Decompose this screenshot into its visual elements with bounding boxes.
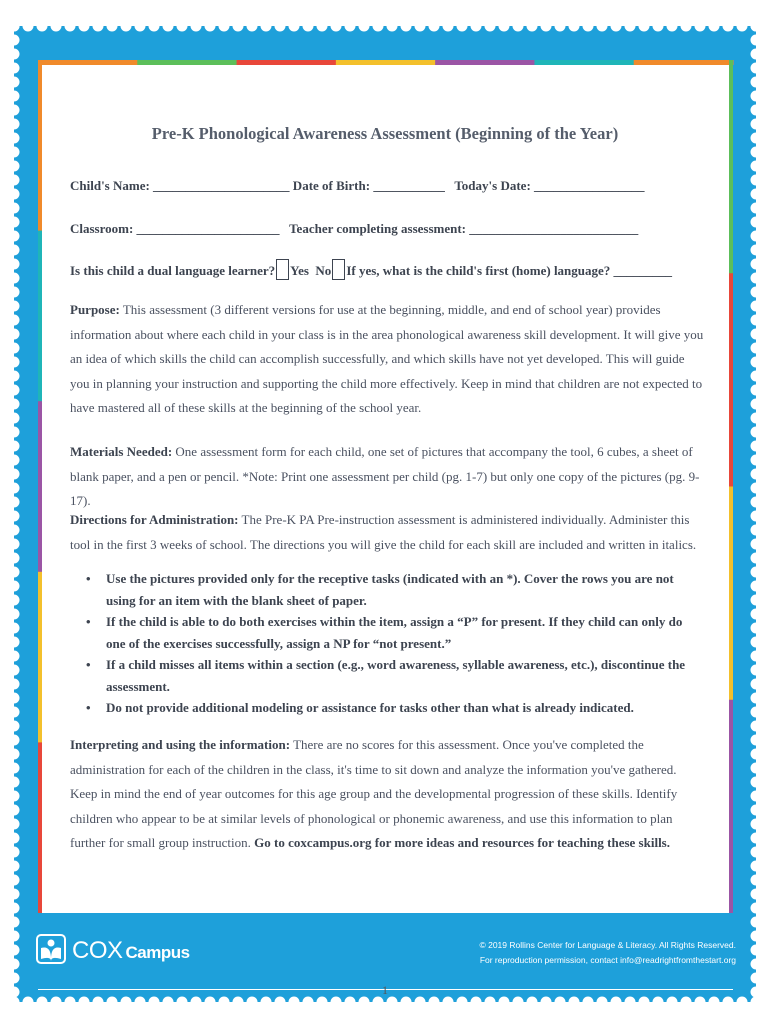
materials-label: Materials Needed: — [70, 444, 173, 459]
materials-paragraph — [70, 440, 706, 514]
copyright-text — [440, 938, 736, 968]
logo-cox: COX — [72, 937, 123, 964]
list-item: • If a child misses all items within a section (e.g., word awareness, syllable awareness, etc.), discontinue the assessment. — [84, 654, 704, 697]
directions-list — [84, 568, 704, 719]
purpose-text: This assessment (3 different versions for use at the beginning, middle, and end of school year) provides information about where each child in your class is in the area phonological awareness skill development. It will give you an idea of which skills the child can accomplish successfully, and which skills have not yet developed. This will guide you in planning your instruction and supporting the child more effectively. Keep in mind that children are not expected to have mastered all of these skills at the beginning of the school year. — [70, 302, 704, 415]
no-checkbox[interactable] — [332, 259, 345, 280]
first-language-question: If yes, what is the child's first (home) language? _________ — [346, 263, 673, 278]
directions-paragraph — [70, 508, 706, 557]
interpreting-paragraph — [70, 733, 706, 856]
directions-label: Directions for Administration: — [70, 512, 239, 527]
materials-text: One assessment form for each child, one set of pictures that accompany the tool, 6 cubes, a sheet of blank paper, and a pen or pencil. *Note: Print one assessment per child (pg. 1-7) but only one copy of the pictures (pg. 9-17). — [70, 444, 700, 508]
dual-language-question: Is this child a dual language learner? — [70, 263, 276, 278]
yes-label: Yes — [290, 263, 309, 278]
child-info-line: Child's Name: _____________________ Date of Birth: ___________ Today's Date: _________________ — [70, 178, 645, 193]
cox-campus-logo[interactable] — [36, 934, 190, 968]
book-reader-icon — [36, 934, 66, 964]
yes-checkbox[interactable] — [276, 259, 289, 280]
purpose-paragraph — [70, 298, 706, 421]
list-item: • Do not provide additional modeling or assistance for tasks other than what is already indicated. — [84, 697, 704, 719]
reproduction-line: For reproduction permission, contact info@readrightfromthestart.org — [479, 955, 736, 965]
copyright-line: © 2019 Rollins Center for Language & Literacy. All Rights Reserved. — [479, 940, 736, 950]
logo-text — [72, 937, 190, 965]
interpreting-text: There are no scores for this assessment. Once you've completed the administration for each of the children in the class, it's time to sit down and analyze the information you've gathered. Keep in mind the end of year outcomes for this age group and the developmental progression of these skills. Identify children who appear to be at similar levels of phonological or phonemic awareness, and use this information to plan further for small group instruction. — [70, 737, 678, 850]
logo-campus: Campus — [125, 943, 190, 962]
dual-language-line — [70, 259, 672, 280]
page-number: 1 — [382, 983, 388, 997]
list-item: • If the child is able to do both exercises within the item, assign a “P” for present. If they child can only do one of the exercises successfully, assign a NP for “not present.” — [84, 611, 704, 654]
interpreting-label: Interpreting and using the information: — [70, 737, 291, 752]
purpose-label: Purpose: — [70, 302, 120, 317]
directions-text: The Pre-K PA Pre-instruction assessment is administered individually. Administer this tool in the first 3 weeks of school. The directions you will give the child for each skill are included and written in italics. — [70, 512, 697, 552]
page-title: Pre-K Phonological Awareness Assessment (Beginning of the Year) — [151, 124, 619, 143]
list-item: • Use the pictures provided only for the receptive tasks (indicated with an *). Cover the rows you are not using for an item with the blank sheet of paper. — [84, 568, 704, 611]
no-label: No — [315, 263, 332, 278]
coxcampus-link[interactable]: Go to coxcampus.org for more ideas and resources for teaching these skills. — [254, 835, 670, 850]
classroom-teacher-line: Classroom: ______________________ Teacher completing assessment: __________________________ — [70, 221, 639, 236]
